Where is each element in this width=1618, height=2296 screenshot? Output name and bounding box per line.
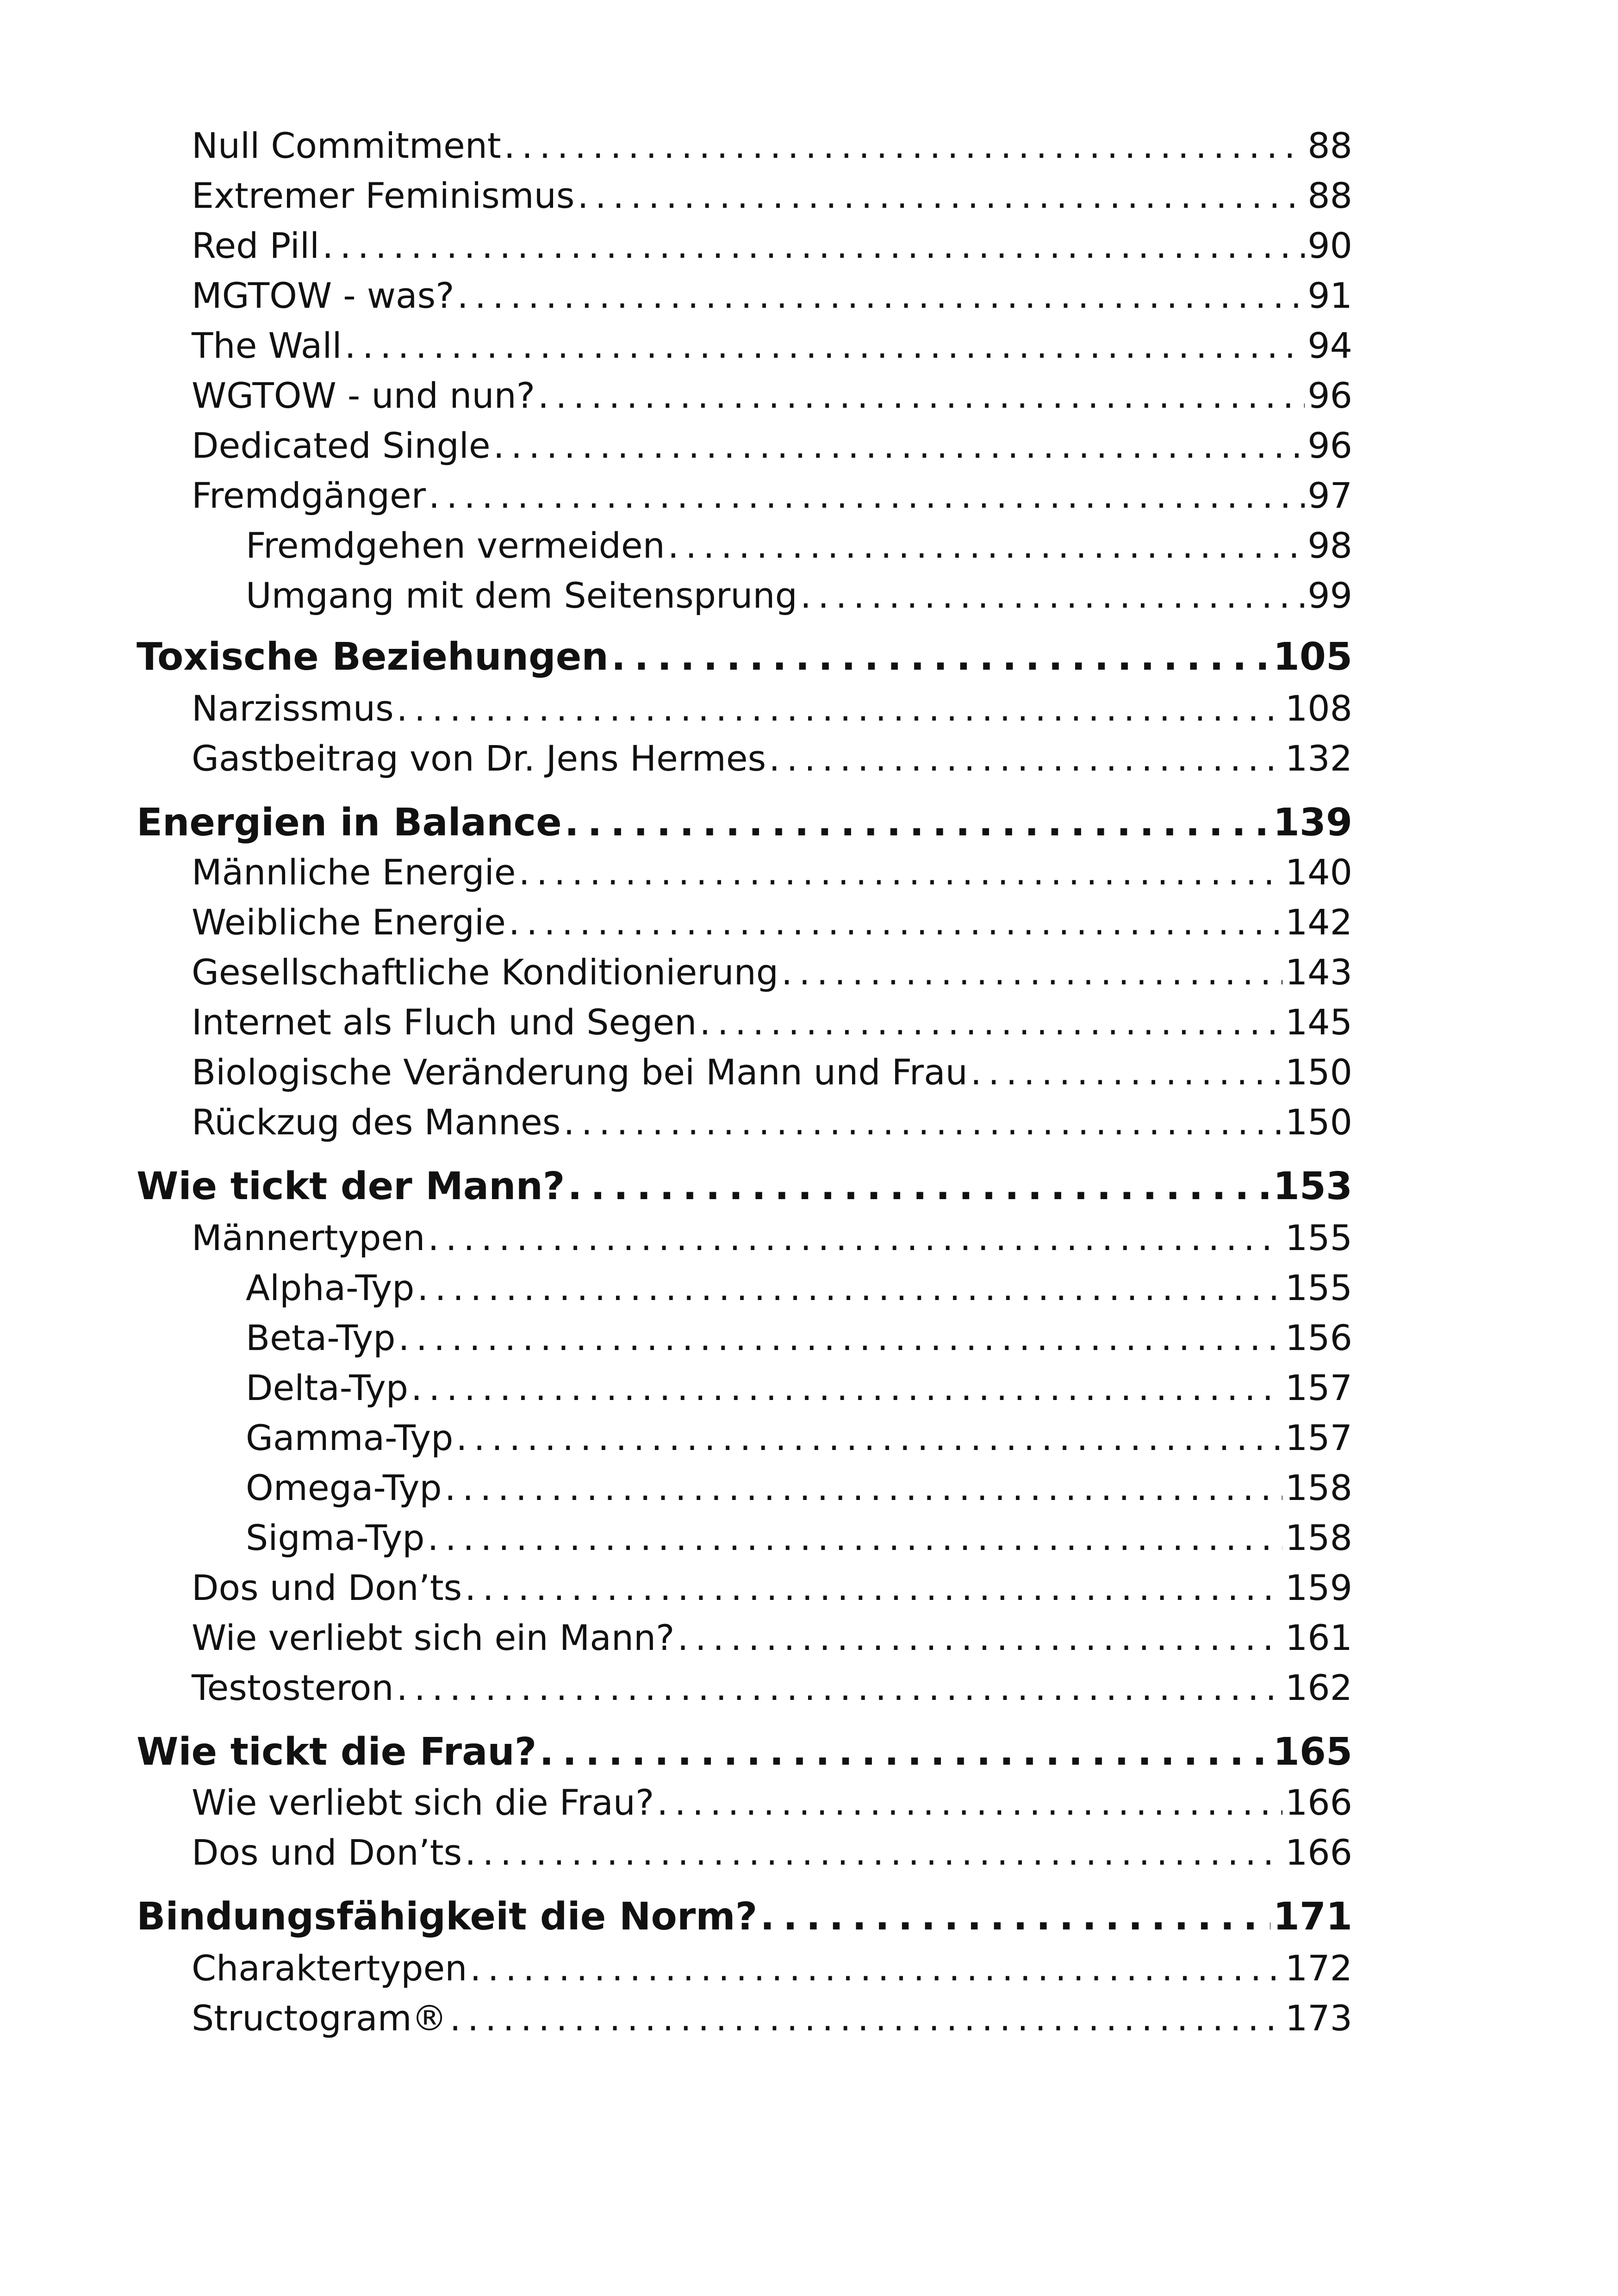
toc-entry-page: 155 xyxy=(1285,1217,1352,1258)
toc-entry-page: 157 xyxy=(1285,1367,1352,1408)
toc-section xyxy=(192,225,1352,266)
toc-entry-page: 172 xyxy=(1285,1948,1352,1989)
toc-section xyxy=(192,1617,1352,1658)
dot-leader xyxy=(457,275,1305,316)
toc-entry-page: 173 xyxy=(1285,1997,1352,2039)
dot-leader xyxy=(657,1782,1282,1823)
toc-chapter xyxy=(137,1895,1352,1939)
toc-section xyxy=(192,1052,1352,1093)
toc-entry-page: 94 xyxy=(1307,325,1352,366)
toc-entry-page: 150 xyxy=(1285,1101,1352,1143)
toc-entry-title: Rückzug des Mannes xyxy=(192,1101,561,1143)
dot-leader xyxy=(971,1052,1282,1093)
dot-leader xyxy=(539,1730,1270,1774)
toc-subsection xyxy=(246,1367,1352,1408)
toc-entry-page: 153 xyxy=(1273,1164,1352,1208)
dot-leader xyxy=(509,902,1282,943)
toc-entry-page: 158 xyxy=(1285,1467,1352,1508)
dot-leader xyxy=(567,1164,1270,1208)
toc-entry-page: 96 xyxy=(1307,425,1352,466)
dot-leader xyxy=(450,1997,1282,2039)
toc-entry-page: 140 xyxy=(1285,852,1352,893)
toc-entry-title: Red Pill xyxy=(192,225,320,266)
toc-entry-page: 99 xyxy=(1307,575,1352,616)
toc-entry-title: The Wall xyxy=(192,325,342,366)
dot-leader xyxy=(456,1417,1282,1458)
toc-section xyxy=(192,1948,1352,1989)
toc-entry-title: Testosteron xyxy=(192,1667,394,1708)
toc-entry-page: 162 xyxy=(1285,1667,1352,1708)
toc-entry-title: Bindungsfähigkeit die Norm? xyxy=(137,1895,758,1939)
toc-entry-page: 158 xyxy=(1285,1517,1352,1558)
toc-entry-page: 150 xyxy=(1285,1052,1352,1093)
toc-section xyxy=(192,902,1352,943)
dot-leader xyxy=(504,125,1305,166)
toc-entry-title: Sigma-Typ xyxy=(246,1517,425,1558)
dot-leader xyxy=(465,1567,1282,1608)
toc-entry-title: Umgang mit dem Seitensprung xyxy=(246,575,797,616)
toc-entry-title: WGTOW - und nun? xyxy=(192,375,535,416)
toc-chapter xyxy=(137,1730,1352,1774)
toc-section xyxy=(192,1667,1352,1708)
toc-section xyxy=(192,952,1352,993)
toc-entry-title: Toxische Beziehungen xyxy=(137,635,609,679)
dot-leader xyxy=(465,1832,1282,1873)
dot-leader xyxy=(345,325,1305,366)
dot-leader xyxy=(760,1895,1270,1939)
toc-entry-page: 159 xyxy=(1285,1567,1352,1608)
toc-entry-page: 165 xyxy=(1273,1730,1352,1774)
toc-chapter xyxy=(137,1164,1352,1208)
toc-section xyxy=(192,1997,1352,2039)
dot-leader xyxy=(411,1367,1282,1408)
toc-section xyxy=(192,688,1352,729)
toc-section xyxy=(192,1002,1352,1043)
toc-section xyxy=(192,738,1352,779)
toc-entry-title: Charaktertypen xyxy=(192,1948,467,1989)
toc-entry-title: Wie tickt die Frau? xyxy=(137,1730,537,1774)
dot-leader xyxy=(429,475,1305,516)
toc-entry-title: Männertypen xyxy=(192,1217,425,1258)
toc-entry-title: Energien in Balance xyxy=(137,801,562,845)
toc-section xyxy=(192,175,1352,216)
dot-leader xyxy=(538,375,1305,416)
toc-entry-title: Beta-Typ xyxy=(246,1317,396,1358)
dot-leader xyxy=(417,1267,1282,1308)
dot-leader xyxy=(611,635,1270,679)
toc-subsection xyxy=(246,1417,1352,1458)
toc-entry-page: 171 xyxy=(1273,1895,1352,1939)
toc-entry-page: 132 xyxy=(1285,738,1352,779)
dot-leader xyxy=(699,1002,1282,1043)
toc-entry-page: 139 xyxy=(1273,801,1352,845)
toc-entry-title: Biologische Veränderung bei Mann und Frau xyxy=(192,1052,968,1093)
toc-entry-page: 142 xyxy=(1285,902,1352,943)
dot-leader xyxy=(397,688,1282,729)
toc-entry-title: Gastbeitrag von Dr. Jens Hermes xyxy=(192,738,766,779)
toc-entry-title: Wie verliebt sich die Frau? xyxy=(192,1782,654,1823)
toc-entry-page: 88 xyxy=(1307,175,1352,216)
toc-entry-title: Dos und Don’ts xyxy=(192,1567,462,1608)
toc-subsection xyxy=(246,575,1352,616)
dot-leader xyxy=(678,1617,1282,1658)
toc-section xyxy=(192,1217,1352,1258)
toc-subsection xyxy=(246,1517,1352,1558)
toc-section xyxy=(192,1567,1352,1608)
dot-leader xyxy=(397,1667,1282,1708)
toc-entry-page: 166 xyxy=(1285,1782,1352,1823)
toc-section xyxy=(192,475,1352,516)
toc-entry-title: Internet als Fluch und Segen xyxy=(192,1002,697,1043)
toc-section xyxy=(192,1832,1352,1873)
toc-entry-title: Gesellschaftliche Konditionierung xyxy=(192,952,779,993)
dot-leader xyxy=(427,1517,1282,1558)
toc-subsection xyxy=(246,1467,1352,1508)
toc-section xyxy=(192,375,1352,416)
toc-entry-page: 143 xyxy=(1285,952,1352,993)
toc-entry-page: 105 xyxy=(1273,635,1352,679)
dot-leader xyxy=(563,1101,1282,1143)
toc-entry-page: 161 xyxy=(1285,1617,1352,1658)
dot-leader xyxy=(470,1948,1282,1989)
dot-leader xyxy=(577,175,1305,216)
dot-leader xyxy=(493,425,1305,466)
toc-entry-title: Alpha-Typ xyxy=(246,1267,415,1308)
toc-section xyxy=(192,852,1352,893)
toc-subsection xyxy=(246,525,1352,566)
toc-entry-page: 157 xyxy=(1285,1417,1352,1458)
toc-entry-title: Männliche Energie xyxy=(192,852,516,893)
dot-leader xyxy=(322,225,1305,266)
toc-entry-page: 166 xyxy=(1285,1832,1352,1873)
dot-leader xyxy=(800,575,1305,616)
dot-leader xyxy=(445,1467,1282,1508)
toc-entry-page: 96 xyxy=(1307,375,1352,416)
toc-subsection xyxy=(246,1317,1352,1358)
toc-entry-title: Dos und Don’ts xyxy=(192,1832,462,1873)
toc-entry-page: 155 xyxy=(1285,1267,1352,1308)
dot-leader xyxy=(519,852,1282,893)
toc-entry-title: Narzissmus xyxy=(192,688,394,729)
toc-entry-title: Weibliche Energie xyxy=(192,902,506,943)
toc-entry-title: Structogram® xyxy=(192,1997,447,2039)
toc-section xyxy=(192,325,1352,366)
dot-leader xyxy=(668,525,1305,566)
toc-subsection xyxy=(246,1267,1352,1308)
toc-chapter xyxy=(137,635,1352,679)
toc-section xyxy=(192,125,1352,166)
toc-entry-title: Dedicated Single xyxy=(192,425,491,466)
toc-section xyxy=(192,275,1352,316)
toc-entry-page: 88 xyxy=(1307,125,1352,166)
toc-entry-page: 90 xyxy=(1307,225,1352,266)
dot-leader xyxy=(565,801,1270,845)
toc-entry-title: Gamma-Typ xyxy=(246,1417,454,1458)
toc-entry-page: 97 xyxy=(1307,475,1352,516)
toc-section xyxy=(192,1101,1352,1143)
toc-entry-title: Wie tickt der Mann? xyxy=(137,1164,565,1208)
dot-leader xyxy=(398,1317,1282,1358)
toc-entry-title: Delta-Typ xyxy=(246,1367,409,1408)
dot-leader xyxy=(428,1217,1282,1258)
toc-entry-title: Fremdgänger xyxy=(192,475,426,516)
toc-entry-page: 98 xyxy=(1307,525,1352,566)
toc-entry-title: Null Commitment xyxy=(192,125,501,166)
toc-entry-title: Wie verliebt sich ein Mann? xyxy=(192,1617,675,1658)
toc-chapter xyxy=(137,801,1352,845)
toc-section xyxy=(192,425,1352,466)
dot-leader xyxy=(781,952,1282,993)
dot-leader xyxy=(769,738,1282,779)
toc-entry-page: 145 xyxy=(1285,1002,1352,1043)
toc-entry-title: MGTOW - was? xyxy=(192,275,454,316)
toc-section xyxy=(192,1782,1352,1823)
toc-entry-page: 108 xyxy=(1285,688,1352,729)
toc-entry-title: Fremdgehen vermeiden xyxy=(246,525,665,566)
toc-entry-title: Extremer Feminismus xyxy=(192,175,575,216)
toc-entry-page: 156 xyxy=(1285,1317,1352,1358)
toc-entry-title: Omega-Typ xyxy=(246,1467,442,1508)
toc-entry-page: 91 xyxy=(1307,275,1352,316)
